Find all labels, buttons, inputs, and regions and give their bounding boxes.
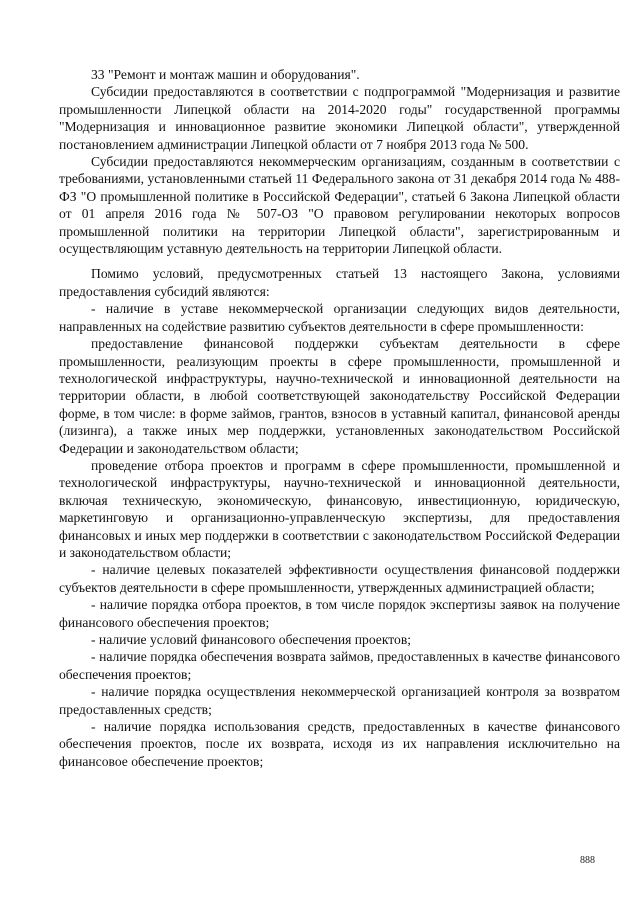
- paragraph-conditions-intro: Помимо условий, предусмотренных статьей 13 настоящего Закона, условиями предоставления субсидий являются:: [59, 266, 620, 299]
- paragraph-project-selection: проведение отбора проектов и программ в сфере промышленности, промышленной и технологической инфраструктуры, научно-технической и инновационной деятельности, включая техническую, экономическую, финансовую, инвестиционную, юридическую, маркетинговую и организационно-управленческую экспертизы, для предоставления финансовых и иных мер поддержки в соответствии с законодательством Российской Федерации и законодательством области;: [59, 457, 620, 560]
- paragraph-target-indicators: - наличие целевых показателей эффективности осуществления финансовой поддержки субъектов деятельности в сфере промышленности, утвержденных администрацией области;: [59, 562, 620, 595]
- page-number: 888: [580, 855, 595, 866]
- paragraph-funds-reuse: - наличие порядка использования средств, предоставленных в качестве финансового обеспечения проектов, после их возврата, исходя из их направления исключительно на финансовое обеспечение проектов;: [59, 719, 620, 769]
- document-body: [59, 66, 620, 770]
- paragraph-charter-activities: - наличие в уставе некоммерческой организации следующих видов деятельности, направленных на содействие развитию субъектов деятельности в сфере промышленности:: [59, 301, 620, 334]
- paragraph-selection-procedure: - наличие порядка отбора проектов, в том числе порядок экспертизы заявок на получение финансового обеспечения проектов;: [59, 597, 620, 630]
- paragraph-repayment-control: - наличие порядка осуществления некоммерческой организацией контроля за возвратом предоставленных средств;: [59, 684, 620, 717]
- paragraph-subsidy-subprogram: Субсидии предоставляются в соответствии с подпрограммой "Модернизация и развитие промышленности Липецкой области на 2014-2020 годы" государственной программы "Модернизация и инновационное развитие экономики Липецкой области", утвержденной постановлением администрации Липецкой области от 7 ноября 2013 года № 500.: [59, 84, 620, 152]
- paragraph-financing-conditions: - наличие условий финансового обеспечения проектов;: [91, 632, 412, 647]
- paragraph-financial-support: предоставление финансовой поддержки субъектам деятельности в сфере промышленности, реализующим проекты в сфере промышленности, промышленной и технологической инфраструктуры, научно-технической и инновационной деятельности на территории области, в любой соответствующей законодательству Российской Федерации форме, в том числе: в форме займов, грантов, взносов в уставный капитал, финансовой аренды (лизинга), а также иных мер поддержки, установленных законодательством Российской Федерации и законодательством области;: [59, 336, 620, 456]
- paragraph-okved-33: 33 "Ремонт и монтаж машин и оборудования".: [91, 67, 360, 82]
- paragraph-subsidy-recipients: Субсидии предоставляются некоммерческим организациям, созданным в соответствии с требованиями, установленными статьей 11 Федерального закона от 31 декабря 2014 года № 488-ФЗ "О промышленной политике в Российской Федерации", статьей 6 Закона Липецкой области от 01 апреля 2016 года № 507-ОЗ "О правовом регулировании некоторых вопросов промышленной политики на территории Липецкой области", зарегистрированным и осуществляющим уставную деятельность на территории Липецкой области.: [59, 154, 620, 257]
- paragraph-loan-repayment: - наличие порядка обеспечения возврата займов, предоставленных в качестве финансового обеспечения проектов;: [59, 649, 620, 682]
